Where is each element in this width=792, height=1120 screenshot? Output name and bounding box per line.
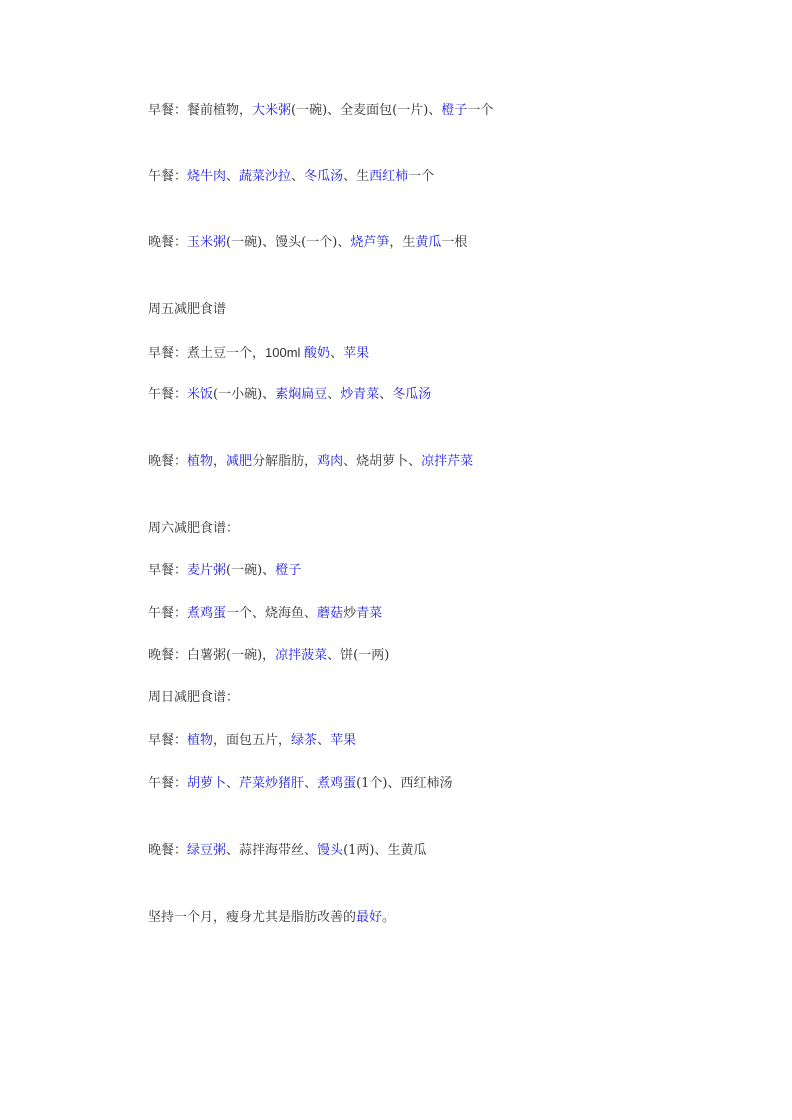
text-segment: 早餐：餐前植物， [148,103,253,118]
keyword-link[interactable]: 玉米粥 [187,235,227,250]
keyword-link[interactable]: 橙子 [441,103,468,118]
text-segment: 。 [382,910,396,925]
text-segment: 、 [330,346,344,361]
text-segment: 晚餐： [148,235,188,250]
text-segment: 分解脂肪， [252,454,318,469]
text-segment: 、 [304,776,318,791]
sunday-lunch [148,775,453,793]
keyword-link[interactable]: 烧牛肉 [187,169,227,184]
keyword-link[interactable]: 胡萝卜 [187,776,227,791]
sunday-breakfast [148,732,356,750]
keyword-link[interactable]: 最好 [356,910,383,925]
text-segment: 早餐： [148,563,188,578]
keyword-link[interactable]: 蔬菜沙拉 [239,169,292,184]
text-segment: 炒 [343,606,357,621]
friday-dinner [148,453,473,471]
text-segment: 、蒜拌海带丝、 [226,843,318,858]
keyword-link[interactable]: 蘑菇 [317,606,344,621]
text-segment: (一碗)、全麦面包(一片)、 [291,103,442,118]
keyword-link[interactable]: 凉拌菠菜 [275,648,328,663]
text-segment: (一小碗)、 [213,387,276,402]
text-segment: 一个 [467,103,494,118]
text-segment: 、 [226,776,240,791]
text-segment: (一碗)、馒头(一个)、 [226,235,351,250]
keyword-link[interactable]: 西红柿 [369,169,409,184]
text-segment: 午餐： [148,387,188,402]
keyword-link[interactable]: 植物 [187,454,214,469]
text-segment: ， [213,454,227,469]
sunday-heading [148,689,239,707]
saturday-breakfast [148,562,301,580]
keyword-link[interactable]: 煮鸡蛋 [187,606,227,621]
keyword-link[interactable]: 大米粥 [252,103,292,118]
text-segment: 、 [317,733,331,748]
keyword-link[interactable]: 橙子 [275,563,302,578]
text-segment: 一根 [441,235,468,250]
keyword-link[interactable]: 凉拌芹菜 [421,454,474,469]
text-segment: 、 [379,387,393,402]
closing-sentence [148,909,395,927]
keyword-link[interactable]: 绿茶 [291,733,318,748]
keyword-link[interactable]: 煮鸡蛋 [317,776,357,791]
text-segment: 晚餐： [148,843,188,858]
friday-heading [148,301,226,319]
friday-breakfast [148,344,369,363]
keyword-link[interactable]: 冬瓜汤 [392,387,432,402]
text-segment: ，生 [389,235,416,250]
text-segment: 一个、烧海鱼、 [226,606,318,621]
text-segment: 一个 [408,169,435,184]
text-segment: 坚持一个月，瘦身尤其是脂肪改善的 [148,910,357,925]
keyword-link[interactable]: 植物 [187,733,214,748]
lunch-line-1 [148,168,434,186]
text-segment: 、 [327,387,341,402]
keyword-link[interactable]: 绿豆粥 [187,843,227,858]
keyword-link[interactable]: 烧芦笋 [350,235,390,250]
text-segment: (1个)、西红柿汤 [356,776,453,791]
sunday-dinner [148,842,426,860]
keyword-link[interactable]: 麦片粥 [187,563,227,578]
text-segment: 周六减肥食谱： [148,521,240,536]
saturday-lunch [148,605,382,623]
keyword-link[interactable]: 减肥 [226,454,253,469]
text-segment: 周日减肥食谱： [148,690,240,705]
text-segment: 、烧胡萝卜、 [343,454,422,469]
keyword-link[interactable]: 苹果 [330,733,357,748]
keyword-link[interactable]: 米饭 [187,387,214,402]
keyword-link[interactable]: 苹果 [343,346,370,361]
text-segment: ，面包五片， [213,733,292,748]
keyword-link[interactable]: 青菜 [356,606,383,621]
text-segment: 午餐： [148,776,188,791]
saturday-dinner [148,647,389,665]
text-segment: 、 [226,169,240,184]
text-segment: 午餐： [148,606,188,621]
friday-lunch [148,386,431,404]
text-segment: 早餐： [148,733,188,748]
dinner-line-1 [148,234,467,252]
keyword-link[interactable]: 芹菜炒猪肝 [239,776,305,791]
keyword-link[interactable]: 鸡肉 [317,454,344,469]
text-segment: 、饼(一两) [327,648,390,663]
text-segment: 晚餐：白薯粥(一碗)， [148,648,276,663]
keyword-link[interactable]: 炒青菜 [340,387,380,402]
text-segment: 100ml [265,345,305,360]
text-segment: 早餐：煮土豆一个， [148,346,266,361]
text-segment: 午餐： [148,169,188,184]
keyword-link[interactable]: 酸奶 [304,346,331,361]
keyword-link[interactable]: 馒头 [317,843,344,858]
text-segment: 周五减肥食谱 [148,302,227,317]
text-segment: 晚餐： [148,454,188,469]
text-segment: 、 [291,169,305,184]
keyword-link[interactable]: 素焖扁豆 [275,387,328,402]
text-segment: 、生 [343,169,370,184]
breakfast-line-1 [148,102,493,120]
saturday-heading [148,520,239,538]
text-segment: (1两)、生黄瓜 [343,843,427,858]
text-segment: (一碗)、 [226,563,276,578]
keyword-link[interactable]: 黄瓜 [415,235,442,250]
keyword-link[interactable]: 冬瓜汤 [304,169,344,184]
